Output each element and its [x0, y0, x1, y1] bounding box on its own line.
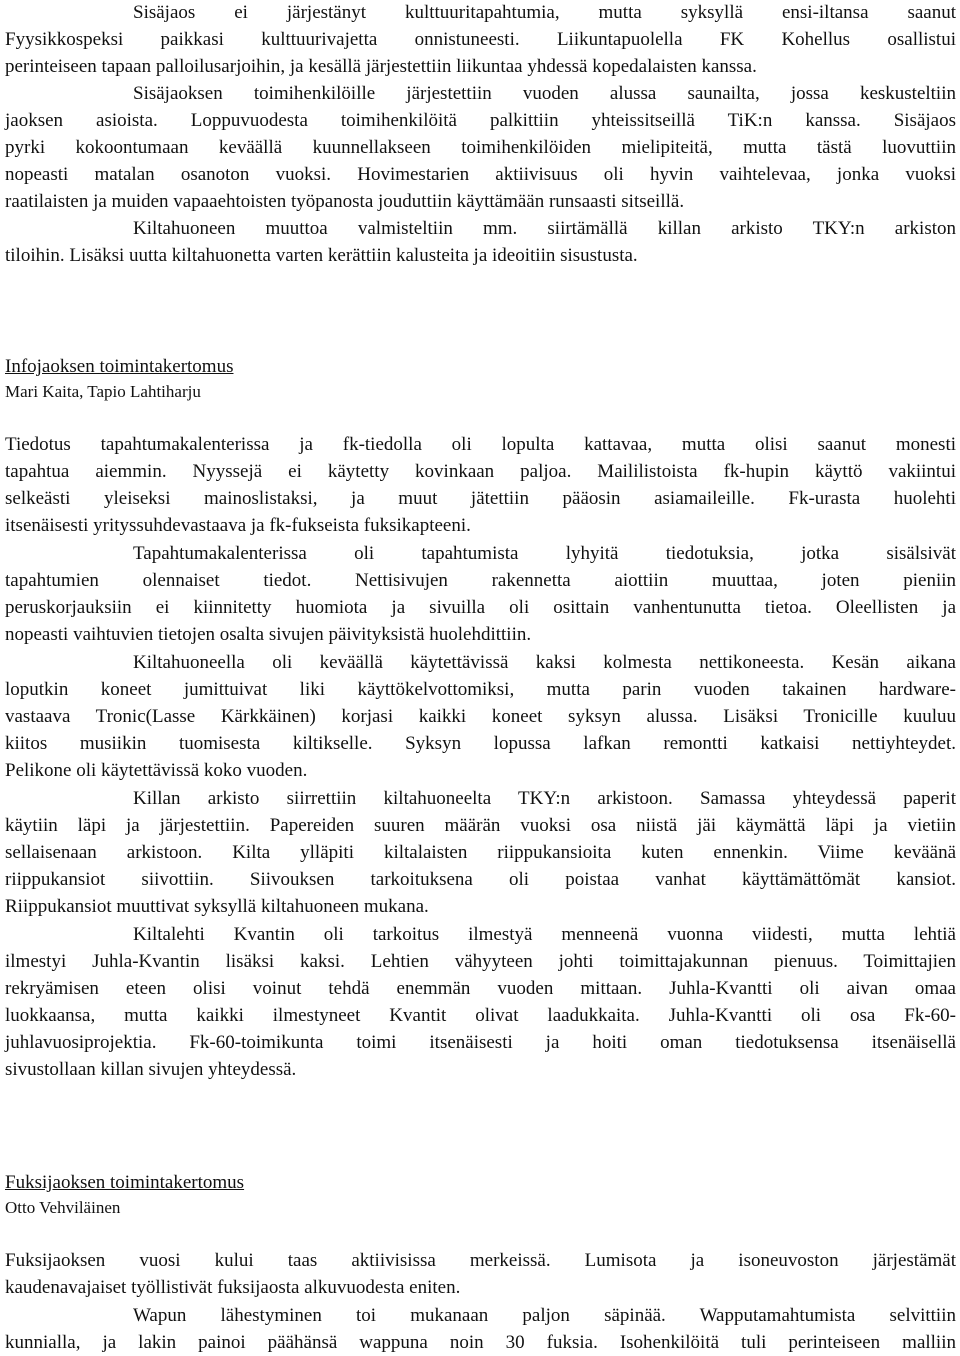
paragraph-line: tapahtua aiemmin. Nyyssejä ei käytetty kovinkaan paljoa. Maililistoista fk-hupin käyttö vakiintui [5, 461, 956, 482]
paragraph-line: Kiltahuoneen muuttoa valmisteltiin mm. siirtämällä killan arkisto TKY:n arkiston [133, 218, 956, 239]
paragraph-line: perinteiseen tapaan palloilusarjoihin, ja kesällä järjestettiin liikuntaa yhdessä kopedalaisten kanssa. [5, 56, 757, 77]
paragraph-line: sivustollaan killan sivujen yhteydessä. [5, 1059, 297, 1080]
paragraph-line: nopeasti matalan osanoton vuoksi. Hovimestarien aktiivisuus oli hyvin vaihtelevaa, jonka vuoksi [5, 164, 956, 185]
paragraph-line: luokkaansa, mutta kaikki ilmestyneet Kvantit olivat laadukkaita. Juhla-Kvantti oli osa Fk-60- [5, 1005, 956, 1026]
paragraph-line: tapahtumien olennaiset tiedot. Nettisivujen rakennetta aiottiin muuttaa, joten pieniin [5, 570, 956, 591]
paragraph-line: pyrki kokoontumaan keväällä kuunnellakseen toimihenkilöiden mielipiteitä, mutta tästä luovuttiin [5, 137, 956, 158]
paragraph-line: Pelikone oli käytettävissä koko vuoden. [5, 760, 308, 781]
paragraph-line: Fuksijaoksen vuosi kului taas aktiivisissa merkeissä. Lumisota ja isoneuvoston järjestämät [5, 1250, 956, 1271]
paragraph-line: jaoksen asioista. Loppuvuodesta toimihenkilöitä palkittiin yhteissitseillä TiK:n kanssa. Sisäjaos [5, 110, 956, 131]
paragraph-line: Kiltahuoneella oli keväällä käytettävissä kaksi kolmesta nettikoneesta. Kesän aikana [133, 652, 956, 673]
paragraph-line: Riippukansiot muuttivat syksyllä kiltahuoneen mukana. [5, 896, 429, 917]
paragraph-line: Tiedotus tapahtumakalenterissa ja fk-tiedolla oli lopulta kattavaa, mutta olisi saanut monesti [5, 434, 956, 455]
paragraph-line: nopeasti vaihtuvien tietojen osalta sivujen päivityksistä huolehdittiin. [5, 624, 532, 645]
paragraph-line: sellaisenaan arkistoon. Kilta ylläpiti kiltalaisten riippukansioita kuten ennenkin. Viime keväänä [5, 842, 956, 863]
paragraph-line: tiloihin. Lisäksi uutta kiltahuonetta varten kerättiin kalusteita ja ideoitiin sisustusta. [5, 245, 638, 266]
paragraph-line: kiitos musiikin tuomisesta kiltikselle. Syksyn lopussa lafkan remontti katkaisi nettiyhteydet. [5, 733, 956, 754]
paragraph-line: kunnialla, ja lakin painoi päähänsä wappuna noin 30 fuksia. Isohenkilöitä tuli perinteiseen malliin [5, 1332, 956, 1353]
paragraph-line: riippukansiot siivottiin. Siivouksen tarkoituksena oli poistaa vanhat käyttämättömät kansiot. [5, 869, 956, 890]
paragraph-line: Wapun lähestyminen toi mukanaan paljon säpinää. Wapputamahtumista selvittiin [133, 1305, 956, 1326]
paragraph-line: Fyysikkospeksi paikkasi kulttuurivajetta onnistuneesti. Liikuntapuolella FK Kohellus osallistui [5, 29, 956, 50]
paragraph-line: vastaava Tronic(Lasse Kärkkäinen) korjasi kaikki koneet syksyn alussa. Lisäksi Tronicille kuuluu [5, 706, 956, 727]
paragraph-line: selkeästi yleiseksi mainoslistaksi, ja muut jätettiin pääosin asiamaileille. Fk-urasta huolehti [5, 488, 956, 509]
paragraph-line: rekryämisen eteen olisi voinut tehdä enemmän vuoden mittaan. Juhla-Kvantti oli aivan omaa [5, 978, 956, 999]
paragraph-line: Sisäjaos ei järjestänyt kulttuuritapahtumia, mutta syksyllä ensi-iltansa saanut [133, 2, 956, 23]
section-authors: Mari Kaita, Tapio Lahtiharju [5, 382, 201, 401]
paragraph-line: loputkin koneet jumittuivat liki käyttökelvottomiksi, mutta parin vuoden takainen hardware- [5, 679, 956, 700]
paragraph-line: kaudenavajaiset työllistivät fuksijaosta alkuvuodesta eniten. [5, 1277, 461, 1298]
section-heading: Fuksijaoksen toimintakertomus [5, 1172, 245, 1193]
paragraph-line: Killan arkisto siirrettiin kiltahuoneelta TKY:n arkistoon. Samassa yhteydessä paperit [133, 788, 956, 809]
paragraph-line: Sisäjaoksen toimihenkilöille järjestettiin vuoden alussa saunailta, jossa keskusteltiin [133, 83, 956, 104]
paragraph-line: ilmestyi Juhla-Kvantin lisäksi kaksi. Lehtien vähyyteen johti toimittajakunnan pienuus. Toimittajien [5, 951, 956, 972]
paragraph-line: peruskorjauksiin ei kiinnitetty huomiota ja sivuilla oli osittain vanhentunutta tietoa. Oleellisten ja [5, 597, 956, 618]
paragraph-line: juhlavuosiprojektia. Fk-60-toimikunta toimi itsenäisesti ja hoiti oman tiedotuksensa itsenäisellä [5, 1032, 956, 1053]
section-authors: Otto Vehviläinen [5, 1198, 121, 1217]
paragraph-line: itsenäisesti yrityssuhdevastaava ja fk-fukseista fuksikapteeni. [5, 515, 471, 536]
section-heading: Infojaoksen toimintakertomus [5, 356, 234, 377]
paragraph-line: käytiin läpi ja järjestettiin. Papereiden suuren määrän vuoksi osa niistä jäi käymättä läpi ja vietiin [5, 815, 956, 836]
paragraph-line: Tapahtumakalenterissa oli tapahtumista lyhyitä tiedotuksia, jotka sisälsivät [133, 543, 956, 564]
paragraph-line: Kiltalehti Kvantin oli tarkoitus ilmestyä menneenä vuonna viidesti, mutta lehtiä [133, 924, 956, 945]
paragraph-line: raatilaisten ja muiden vapaaehtoisten työpanosta jouduttiin käyttämään runsaasti sitseillä. [5, 191, 685, 212]
